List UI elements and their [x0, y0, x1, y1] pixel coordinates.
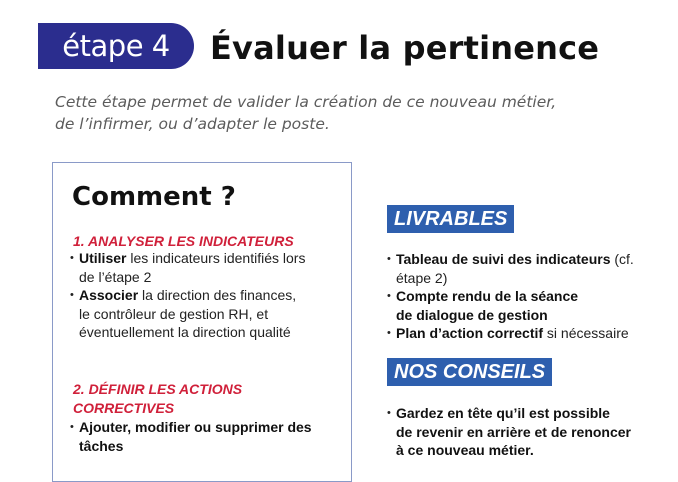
- list-item: [387, 404, 631, 460]
- item-text-cont: de l’étape 2: [79, 268, 152, 285]
- section-2-heading-line-1: 2. DÉFINIR LES ACTIONS: [73, 381, 243, 397]
- section-2-heading-line-2: CORRECTIVES: [73, 400, 175, 416]
- bold-text: Associer: [79, 287, 139, 303]
- bold-text-cont: de dialogue de gestion: [396, 306, 548, 323]
- bold-text: Compte rendu de la séance: [396, 288, 579, 304]
- deliverables-tag: LIVRABLES: [387, 205, 514, 233]
- bold-text-cont: tâches: [79, 437, 124, 454]
- list-item: [70, 286, 305, 342]
- section-1-heading: 1. ANALYSER LES INDICATEURS: [73, 233, 294, 249]
- bold-text-cont: de revenir en arrière et de renoncer: [396, 423, 631, 440]
- bold-text-cont: à ce nouveau métier.: [396, 442, 534, 458]
- section-1-list: [70, 249, 305, 342]
- list-item: [387, 250, 634, 287]
- item-text: les indicateurs identifiés lors: [126, 250, 306, 266]
- item-text: si nécessaire: [543, 325, 629, 341]
- list-item: [387, 324, 634, 343]
- section-2-list: [70, 418, 312, 455]
- bold-text: Plan d’action correctif: [396, 325, 544, 341]
- intro-text: [55, 91, 615, 135]
- item-text-cont: étape 2): [396, 269, 448, 286]
- list-item: [70, 418, 312, 455]
- item-text: (cf.: [610, 251, 634, 267]
- bold-text: Utiliser: [79, 250, 127, 266]
- bold-text: Tableau de suivi des indicateurs: [396, 251, 611, 267]
- page-title: Évaluer la pertinence: [210, 29, 600, 67]
- intro-line-2: de l’infirmer, ou d’adapter le poste.: [55, 115, 330, 133]
- list-item: [70, 249, 305, 286]
- step-badge: étape 4: [38, 23, 194, 69]
- how-title: Comment ?: [72, 182, 236, 212]
- intro-line-1: Cette étape permet de valider la création de ce nouveau métier,: [55, 93, 557, 111]
- bold-text: Gardez en tête qu’il est possible: [396, 405, 610, 421]
- advice-tag: NOS CONSEILS: [387, 358, 552, 386]
- item-text: la direction des finances,: [138, 287, 297, 303]
- deliverables-list: [387, 250, 634, 343]
- bold-text: Ajouter, modifier ou supprimer des: [79, 419, 312, 435]
- advice-list: [387, 404, 631, 460]
- item-text-cont: le contrôleur de gestion RH, et: [79, 305, 269, 322]
- list-item: [387, 287, 634, 324]
- item-text-cont: éventuellement la direction qualité: [79, 324, 291, 340]
